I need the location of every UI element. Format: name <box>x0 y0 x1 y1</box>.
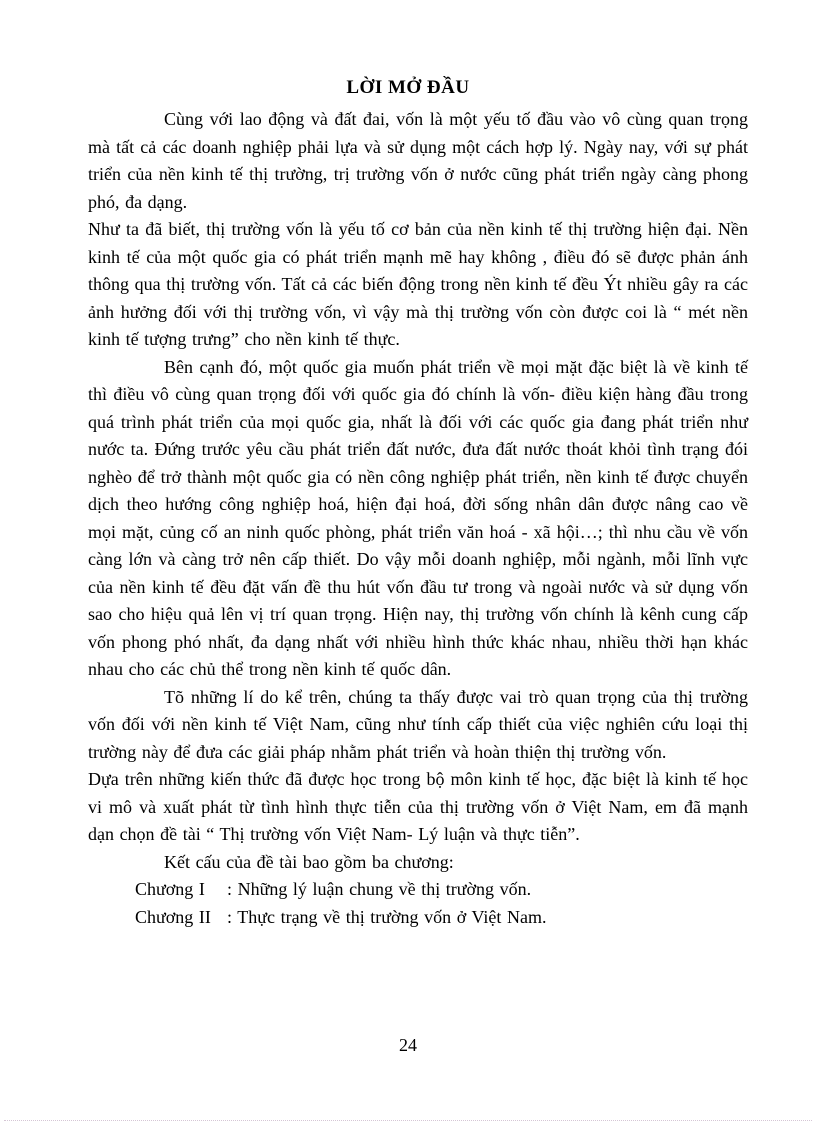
chapter-list <box>135 876 795 931</box>
body-text <box>88 106 748 876</box>
paragraph: Tõ những lí do kể trên, chúng ta thấy được vai trò quan trọng của thị trường vốn đối với nền kinh tế Việt Nam, cũng như tính cấp thiết của việc nghiên cứu loại thị trường này để đưa các giải pháp nhằm phát triển và hoàn thiện thị trường vốn. <box>88 686 748 762</box>
paragraph: Dựa trên những kiến thức đã được học trong bộ môn kinh tế học, đặc biệt là kinh tế học vi mô và xuất phát từ tình hình thực tiễn của thị trường vốn ở Việt Nam, em đã mạnh dạn chọn đề tài “ Thị trường vốn Việt Nam- Lý luận và thực tiễn”. <box>88 769 748 844</box>
page-title: LỜI MỞ ĐẦU <box>346 77 470 98</box>
page-number: 24 <box>399 1035 417 1055</box>
chapter-label: Chương II <box>135 906 211 927</box>
paragraph: Kết cấu của đề tài bao gồm ba chương: <box>164 851 454 872</box>
paragraph: Bên cạnh đó, một quốc gia muốn phát triển về mọi mặt đặc biệt là về kinh tế thì điều vô cùng quan trọng đối với quốc gia đó chính là vốn- điều kiện hàng đầu trong quá trình phát triển của mọi quốc gia, nhất là đối với các quốc gia đang phát triển như nước ta. Đứng trước yêu cầu phát triển đất nước, đưa đất nước thoát khỏi tình trạng đói nghèo để trở thành một quốc gia có nền công nghiệp phát triển, nền kinh tế được chuyển dịch theo hướng công nghiệp hoá, hiện đại hoá, đời sống nhân dân được nâng cao về mọi mặt, củng cố an ninh quốc phòng, phát triển văn hoá - xã hội…; thì nhu cầu về vốn càng lớn và càng trở nên cấp thiết. Do vậy mỗi doanh nghiệp, mỗi ngành, mỗi lĩnh vực của nền kinh tế đều đặt vấn đề thu hút vốn đầu tư trong và ngoài nước và sử dụng vốn sao cho hiệu quả lên vị trí quan trọng. Hiện nay, thị trường vốn chính là kênh cung cấp vốn phong phó nhất, đa dạng nhất với nhiều hình thức khác nhau, nhiều thời hạn khác nhau cho các chủ thể trong nền kinh tế quốc dân. <box>88 356 748 679</box>
paragraph: Cùng với lao động và đất đai, vốn là một yếu tố đầu vào vô cùng quan trọng mà tất cả các doanh nghiệp phải lựa và sử dụng một cách hợp lý. Ngày nay, với sự phát triển của nền kinh tế thị trường, trị trường vốn ở nước cũng phát triển ngày càng phong phó, đa dạng. <box>88 109 748 212</box>
paragraph: Như ta đã biết, thị trường vốn là yếu tố cơ bản của nền kinh tế thị trường hiện đại. Nền kinh tế của một quốc gia có phát triển mạnh mẽ hay không , điều đó sẽ được phản ánh thông qua thị trường vốn. Tất cả các biến động trong nền kinh tế đều Ýt nhiều gây ra các ảnh hưởng đối với thị trường vốn, vì vậy mà thị trường vốn còn được coi là “ mét nền kinh tế tượng trưng” cho nền kinh tế thực. <box>88 219 748 349</box>
page-bottom-divider <box>4 1120 812 1121</box>
chapter-line <box>135 876 795 904</box>
chapter-title: : Những lý luận chung về thị trường vốn. <box>227 879 532 899</box>
chapter-label: Chương I <box>135 879 205 899</box>
chapter-line <box>135 904 795 932</box>
chapter-title: : Thực trạng về thị trường vốn ở Việt Nam. <box>227 906 547 927</box>
